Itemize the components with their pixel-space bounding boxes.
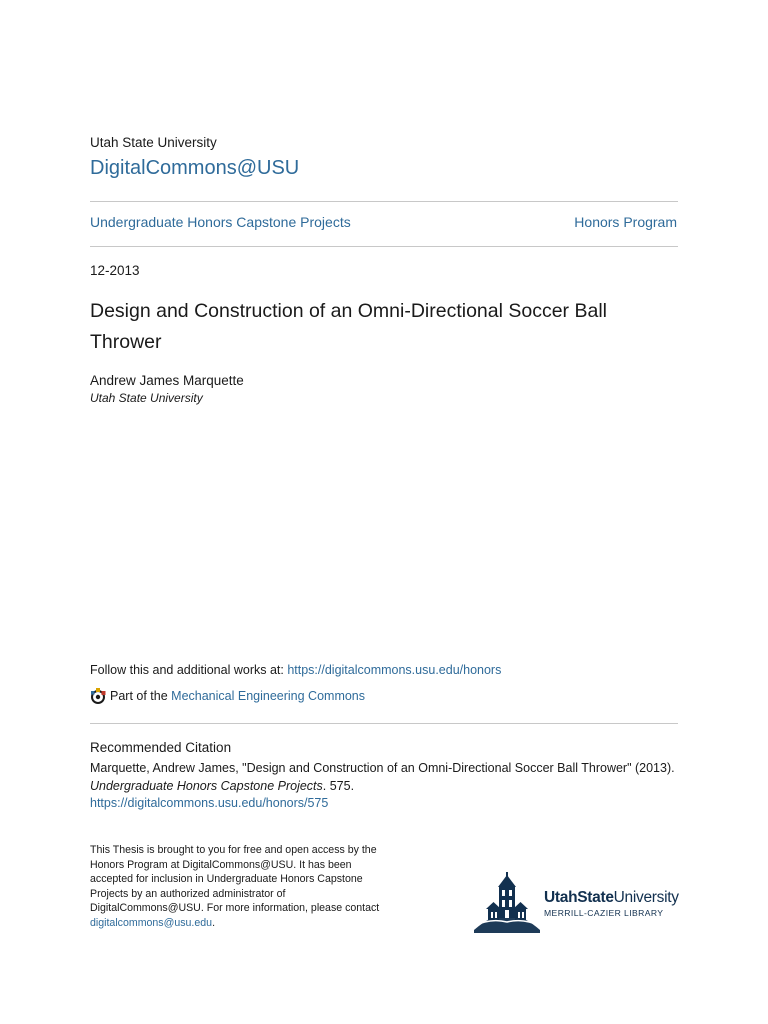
logo-name-regular: University (613, 888, 679, 906)
divider-nav (90, 246, 678, 247)
follow-line (90, 663, 501, 677)
program-link[interactable]: Honors Program (574, 214, 677, 230)
contact-email-link[interactable]: digitalcommons@usu.edu (90, 916, 213, 929)
institution-name: Utah State University (90, 135, 217, 150)
follow-label: Follow this and additional works at: (90, 663, 288, 677)
author-affiliation: Utah State University (90, 391, 203, 405)
notice-text: This Thesis is brought to you for free and open access by the Honors Program at DigitalCommons@USU. It has been accepted for inclusion in Undergraduate Honors Capstone Projects by an authorized administrator of DigitalCommons@USU. For more information, please contact (90, 844, 380, 915)
repository-link[interactable]: DigitalCommons@USU (90, 157, 300, 179)
divider-citation (90, 723, 678, 724)
paper-title: Design and Construction of an Omni-Directional Soccer Ball Thrower (90, 300, 607, 353)
citation-series: Undergraduate Honors Capstone Projects (90, 778, 323, 793)
usu-library-logo (474, 872, 684, 934)
citation-number: . 575. (322, 778, 355, 793)
logo-university-name (544, 889, 679, 907)
old-main-tower-icon (474, 872, 540, 934)
part-of-label: Part of the (110, 689, 172, 703)
access-notice (90, 843, 390, 931)
citation-block (90, 760, 690, 813)
publication-date: 12-2013 (90, 263, 140, 278)
logo-text (544, 889, 679, 918)
series-link[interactable]: Undergraduate Honors Capstone Projects (90, 214, 351, 230)
author-name: Andrew James Marquette (90, 373, 244, 388)
citation-heading: Recommended Citation (90, 740, 232, 755)
network-icon (90, 688, 106, 704)
mechanical-engineering-commons-link[interactable]: Mechanical Engineering Commons (171, 689, 366, 703)
logo-library-name: MERRILL-CAZIER LIBRARY (544, 907, 664, 918)
follow-url-link[interactable]: https://digitalcommons.usu.edu/honors (287, 663, 502, 677)
part-of-line (90, 688, 365, 704)
divider-top (90, 201, 678, 202)
citation-line: Marquette, Andrew James, "Design and Construction of an Omni-Directional Soccer Ball Thrower" (2013). (90, 761, 675, 775)
citation-series-line (90, 778, 690, 796)
notice-end: . (212, 916, 216, 929)
logo-name-bold: UtahState (544, 888, 614, 906)
citation-url-link[interactable]: https://digitalcommons.usu.edu/honors/575 (90, 796, 329, 810)
